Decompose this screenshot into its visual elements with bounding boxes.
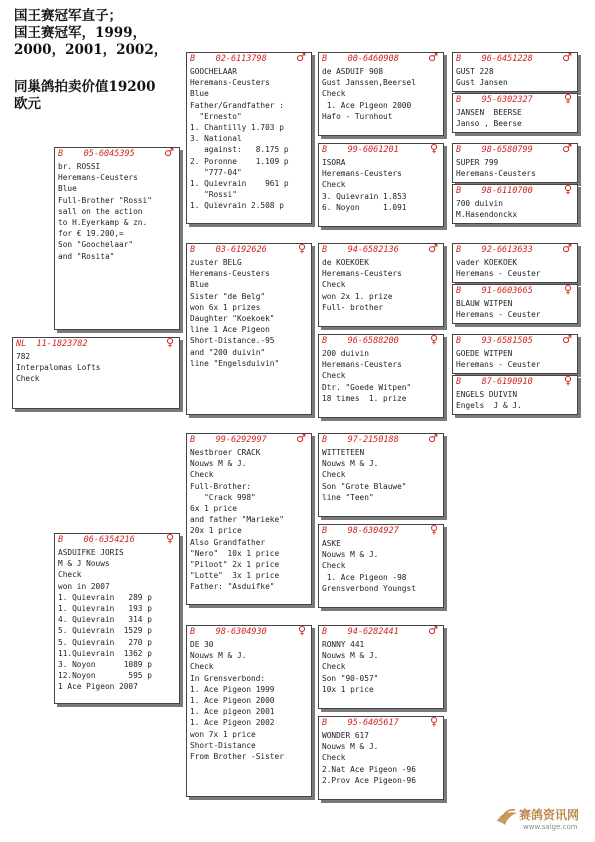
card-line: In Grensverbond: <box>190 673 266 683</box>
ring-number: B 02-6113798 <box>190 54 267 64</box>
card-line: Short-Distance.-95 <box>190 336 275 346</box>
card-header <box>453 144 577 156</box>
card-line: Grensverbond Youngst <box>322 583 416 593</box>
card-header <box>187 53 311 65</box>
card-body <box>319 65 443 122</box>
card-line: Heremans-Ceusters <box>190 78 270 88</box>
card-line: GUST 228 <box>456 67 494 76</box>
card-header <box>13 338 179 350</box>
card-body <box>453 156 577 179</box>
ring-number: B 98-6304927 <box>322 526 399 536</box>
card-line: ASKE <box>322 539 341 548</box>
card-line: Nouws M & J. <box>322 651 379 661</box>
pigeon-card-s8 <box>452 375 578 415</box>
card-line: Gust Jansen <box>456 78 508 88</box>
card-line: de KOEKOEK <box>322 258 369 267</box>
card-header <box>319 244 443 256</box>
watermark-url: www.saige.com <box>523 823 578 831</box>
card-line: 1. Quievrain 193 p <box>58 603 152 613</box>
card-line: Short-Distance <box>190 740 256 750</box>
card-line: Heremans - Ceuster <box>456 360 541 370</box>
male-symbol-icon: ♂ <box>562 52 572 64</box>
pigeon-card-dsd <box>318 524 444 608</box>
card-line: 4. Quievrain 314 p <box>58 615 152 625</box>
pigeon-card-sd <box>186 243 312 415</box>
card-header <box>319 335 443 347</box>
ring-number: B 91-6603665 <box>456 286 533 296</box>
card-header <box>55 534 179 546</box>
card-line: 2. Poronne 1.109 p <box>190 156 289 166</box>
card-header <box>319 53 443 65</box>
card-line: won 2x 1. prize <box>322 291 393 301</box>
ring-number: B 99-6292997 <box>190 435 267 445</box>
card-line: 18 times 1. prize <box>322 393 407 403</box>
card-header <box>319 434 443 446</box>
card-line: M.Hasendonckx <box>456 210 518 220</box>
card-header <box>453 244 577 256</box>
card-body <box>319 638 443 695</box>
ring-number: B 03-6192626 <box>190 245 267 255</box>
card-line: Son "Goochelaar" <box>58 240 134 250</box>
card-line: and father "Marieke" <box>190 515 284 525</box>
card-line: Sister "de Belg" <box>190 291 266 301</box>
card-line: Blue <box>190 280 209 290</box>
pigeon-card-s5 <box>452 243 578 283</box>
card-header <box>453 376 577 388</box>
ring-number: B 93-6581505 <box>456 336 533 346</box>
card-line: vader KOEKOEK <box>456 258 518 267</box>
ring-number: B 95-6302327 <box>456 95 533 105</box>
card-line: BLAUW WITPEN <box>456 299 513 308</box>
card-body <box>187 638 311 762</box>
card-line: ISORA <box>322 158 346 167</box>
pigeon-card-ss <box>186 52 312 224</box>
card-body <box>319 446 443 503</box>
card-line: "Ernesto" <box>190 111 242 121</box>
card-line: 700 duivin <box>456 199 503 208</box>
card-line: 5. Quievrain 1529 p <box>58 626 152 636</box>
card-line: 3. Noyon 1089 p <box>58 659 152 669</box>
card-line: DE 30 <box>190 640 214 649</box>
male-symbol-icon: ♂ <box>428 625 438 637</box>
female-symbol-icon: ♀ <box>429 334 438 346</box>
female-symbol-icon: ♀ <box>297 625 306 637</box>
male-symbol-icon: ♂ <box>562 143 572 155</box>
card-line: Heremans - Ceuster <box>456 310 541 320</box>
watermark-brand: 赛鸽资讯网 <box>519 808 580 822</box>
card-line: won 7x 1 price <box>190 729 256 739</box>
card-line: 1 Ace Pigeon 2007 <box>58 682 138 692</box>
card-line: 20x 1 price <box>190 526 242 536</box>
card-line: 2.Nat Ace Pigeon -96 <box>322 764 416 774</box>
card-body <box>55 546 179 692</box>
card-line: Heremans-Ceusters <box>322 360 402 370</box>
card-line: 10x 1 price <box>322 684 374 694</box>
card-line: 1. Ace Pigeon 1999 <box>190 684 275 694</box>
card-line: sall on the action <box>58 206 143 216</box>
card-line: Check <box>190 470 214 480</box>
card-body <box>319 347 443 404</box>
card-line: for € 19.200,= <box>58 229 124 239</box>
ring-number: B 98-6304930 <box>190 627 267 637</box>
card-line: Heremans-Ceusters <box>322 269 402 279</box>
pigeon-card-sds <box>318 243 444 327</box>
pigeon-card-s4 <box>452 184 578 224</box>
male-symbol-icon: ♂ <box>428 433 438 445</box>
card-body <box>453 256 577 279</box>
pigeon-card-dds <box>318 625 444 709</box>
card-line: ENGELS DUIVIN <box>456 390 518 399</box>
card-header <box>319 144 443 156</box>
card-line: Check <box>16 374 40 384</box>
card-line: Check <box>322 180 346 190</box>
card-header <box>319 626 443 638</box>
card-header <box>187 626 311 638</box>
pedigree-title <box>14 8 186 113</box>
card-line: Check <box>190 662 214 672</box>
card-line: de ASDUIF 908 <box>322 67 384 76</box>
card-line: Son "90-057" <box>322 673 379 683</box>
card-line: Nestbroer CRACK <box>190 448 261 457</box>
card-line: Nouws M & J. <box>322 742 379 752</box>
card-line: 1. Quievrain 289 p <box>58 592 152 602</box>
card-body <box>453 65 577 88</box>
ring-number: B 94-6282441 <box>322 627 399 637</box>
card-line: 1. Ace Pigeon 2002 <box>190 718 275 728</box>
card-line: 11.Quievrain 1362 p <box>58 648 152 658</box>
card-line: Engels J & J. <box>456 401 522 411</box>
card-line: Check <box>322 371 346 381</box>
ring-number: NL 11-1823782 <box>16 339 88 349</box>
card-header <box>453 285 577 297</box>
card-body <box>319 156 443 213</box>
card-line: Heremans - Ceuster <box>456 269 541 279</box>
card-line: Blue <box>58 184 77 194</box>
card-line: br. ROSSI <box>58 162 101 171</box>
card-line: Janso , Beerse <box>456 119 522 129</box>
pigeon-card-ddd <box>318 716 444 800</box>
pigeon-card-sss <box>318 52 444 136</box>
female-symbol-icon: ♀ <box>429 716 438 728</box>
card-line: Blue <box>190 89 209 99</box>
male-symbol-icon: ♂ <box>562 243 572 255</box>
ring-number: B 98-6580799 <box>456 145 533 155</box>
ring-number: B 00-6460908 <box>322 54 399 64</box>
card-line: GOOCHELAAR <box>190 67 237 76</box>
card-line: WONDER 617 <box>322 731 369 740</box>
pigeon-card-sire <box>54 147 180 330</box>
card-header <box>187 244 311 256</box>
card-header <box>453 185 577 197</box>
pigeon-card-sdd <box>318 334 444 418</box>
male-symbol-icon: ♂ <box>296 52 306 64</box>
ring-number: B 97-2150188 <box>322 435 399 445</box>
card-line: 1. Ace Pigeon 2000 <box>190 695 275 705</box>
pigeon-card-ssd <box>318 143 444 227</box>
card-line: 1. Chantilly 1.703 p <box>190 122 284 132</box>
card-body <box>453 197 577 220</box>
card-line: Check <box>58 570 82 580</box>
card-line: Interpalomas Lofts <box>16 363 101 373</box>
pigeon-card-s2 <box>452 93 578 133</box>
card-line: Check <box>322 662 346 672</box>
male-symbol-icon: ♂ <box>428 243 438 255</box>
pigeon-logo-icon <box>495 807 519 829</box>
card-line: JANSEN BEERSE <box>456 108 522 117</box>
card-line: 1. Ace Pigeon -98 <box>322 572 407 582</box>
card-line: 12.Noyon 595 p <box>58 671 152 681</box>
card-line: Nouws M & J. <box>190 459 247 469</box>
pigeon-card-dss <box>318 433 444 517</box>
card-line: 1. Quievrain 961 p <box>190 178 289 188</box>
card-line: "Rossi" <box>190 190 237 200</box>
watermark-logo <box>493 805 593 837</box>
card-header <box>55 148 179 160</box>
card-body <box>187 65 311 211</box>
female-symbol-icon: ♀ <box>563 284 572 296</box>
card-line: ASDUIFKE JORIS <box>58 548 124 557</box>
card-line: "Piloot" 2x 1 price <box>190 559 280 569</box>
female-symbol-icon: ♀ <box>563 93 572 105</box>
female-symbol-icon: ♀ <box>297 243 306 255</box>
card-header <box>319 525 443 537</box>
card-line: SUPER 799 <box>456 158 499 167</box>
card-line: Heremans-Ceusters <box>322 169 402 179</box>
card-line: Heremans-Ceusters <box>190 269 270 279</box>
pigeon-card-s6 <box>452 284 578 324</box>
card-line: zuster BELG <box>190 258 242 267</box>
card-line: and "Rosita" <box>58 251 115 261</box>
pigeon-card-s7 <box>452 334 578 374</box>
card-body <box>187 256 311 369</box>
ring-number: B 92-6613633 <box>456 245 533 255</box>
pigeon-card-s1 <box>452 52 578 92</box>
card-line: 6. Noyon 1.091 <box>322 202 407 212</box>
card-header <box>453 335 577 347</box>
ring-number: B 94-6582136 <box>322 245 399 255</box>
card-line: won 6x 1 prizes <box>190 302 261 312</box>
female-symbol-icon: ♀ <box>563 375 572 387</box>
card-line: M & J Nouws <box>58 559 110 569</box>
card-header <box>453 53 577 65</box>
card-body <box>453 106 577 129</box>
card-body <box>319 256 443 313</box>
card-line: won in 2007 <box>58 581 110 591</box>
ring-number: B 98-6110700 <box>456 186 533 196</box>
female-symbol-icon: ♀ <box>429 143 438 155</box>
card-line: 3. National <box>190 134 242 144</box>
title-line: 同巢鸽拍卖价值19200 <box>14 79 156 95</box>
card-line: Full- brother <box>322 302 384 312</box>
card-line: "Nero" 10x 1 price <box>190 548 280 558</box>
ring-number: B 05-6045395 <box>58 149 135 159</box>
pigeon-card-dd <box>186 625 312 797</box>
card-line: against: 8.175 p <box>190 145 289 155</box>
pigeon-card-ds <box>186 433 312 605</box>
card-body <box>319 729 443 786</box>
pigeon-card-dam <box>54 533 180 704</box>
card-line: 1. Ace pigeon 2001 <box>190 707 275 717</box>
card-body <box>187 446 311 592</box>
card-line: 1. Quievrain 2.508 p <box>190 201 284 211</box>
card-line: Son "Grote Blauwe" <box>322 481 407 491</box>
female-symbol-icon: ♀ <box>563 184 572 196</box>
card-line: Full-Brother: <box>190 481 252 491</box>
female-symbol-icon: ♀ <box>429 524 438 536</box>
card-body <box>453 347 577 370</box>
card-line: "777-04" <box>190 167 242 177</box>
ring-number: B 99-6061201 <box>322 145 399 155</box>
title-line: 国王赛冠军直子； <box>14 8 122 24</box>
card-line: Nouws M & J. <box>322 550 379 560</box>
card-line: Dtr. "Goede Witpen" <box>322 382 412 392</box>
ring-number: B 96-6451228 <box>456 54 533 64</box>
card-line: "Lotte" 3x 1 price <box>190 571 280 581</box>
card-line: Check <box>322 753 346 763</box>
card-line: 2.Prov Ace Pigeon-96 <box>322 775 416 785</box>
male-symbol-icon: ♂ <box>562 334 572 346</box>
male-symbol-icon: ♂ <box>296 433 306 445</box>
card-line: line "Engelsduivin" <box>190 358 280 368</box>
female-symbol-icon: ♀ <box>165 533 174 545</box>
card-line: Father: "Asduifke" <box>190 582 275 592</box>
card-line: 782 <box>16 352 31 361</box>
card-line: Nouws M & J. <box>322 459 379 469</box>
female-symbol-icon: ♀ <box>165 337 174 349</box>
pigeon-card-root <box>12 337 180 409</box>
card-line: Full-Brother "Rossi" <box>58 195 152 205</box>
card-line: Check <box>322 89 346 99</box>
card-body <box>319 537 443 594</box>
card-line: 3. Quievrain 1.853 <box>322 191 407 201</box>
card-header <box>453 94 577 106</box>
card-line: Heremans-Ceusters <box>456 169 536 179</box>
card-line: and "200 duivin" <box>190 347 266 357</box>
card-line: Also Grandfather <box>190 537 266 547</box>
card-line: RONNY 441 <box>322 640 365 649</box>
male-symbol-icon: ♂ <box>428 52 438 64</box>
card-line: line 1 Ace Pigeon <box>190 325 270 335</box>
card-body <box>55 160 179 262</box>
card-line: 6x 1 price <box>190 503 237 513</box>
card-body <box>453 388 577 411</box>
card-line: 5. Quievrain 270 p <box>58 637 152 647</box>
card-line: Check <box>322 280 346 290</box>
card-header <box>187 434 311 446</box>
card-line: Daughter "Koekoek" <box>190 313 275 323</box>
card-line: Gust Janssen,Beersel <box>322 78 416 88</box>
card-body <box>453 297 577 320</box>
card-header <box>319 717 443 729</box>
card-line: Check <box>322 470 346 480</box>
title-line: 2000，2001，2002， <box>14 42 168 58</box>
card-line: line "Teen" <box>322 492 374 502</box>
card-line: to H.Eyerkamp & zn. <box>58 217 148 227</box>
title-line: 欧元 <box>14 96 41 112</box>
card-line: 200 duivin <box>322 349 369 358</box>
card-line: Heremans-Ceusters <box>58 173 138 183</box>
ring-number: B 06-6354216 <box>58 535 135 545</box>
card-line: Nouws M & J. <box>190 651 247 661</box>
ring-number: B 96-6588200 <box>322 336 399 346</box>
card-line: "Crack 998" <box>190 492 256 502</box>
card-line: 1. Ace Pigeon 2000 <box>322 100 412 110</box>
ring-number: B 87-6190910 <box>456 377 533 387</box>
card-body <box>13 350 179 385</box>
card-line: Hafo - Turnhout <box>322 111 393 121</box>
ring-number: B 95-6405617 <box>322 718 399 728</box>
male-symbol-icon: ♂ <box>164 147 174 159</box>
card-line: Check <box>322 561 346 571</box>
card-line: GOEDE WITPEN <box>456 349 513 358</box>
card-line: From Brother -Sister <box>190 751 284 761</box>
pigeon-card-s3 <box>452 143 578 183</box>
title-line: 国王赛冠军，1999， <box>14 25 147 41</box>
card-line: WITTETEEN <box>322 448 365 457</box>
card-line: Father/Grandfather : <box>190 100 284 110</box>
